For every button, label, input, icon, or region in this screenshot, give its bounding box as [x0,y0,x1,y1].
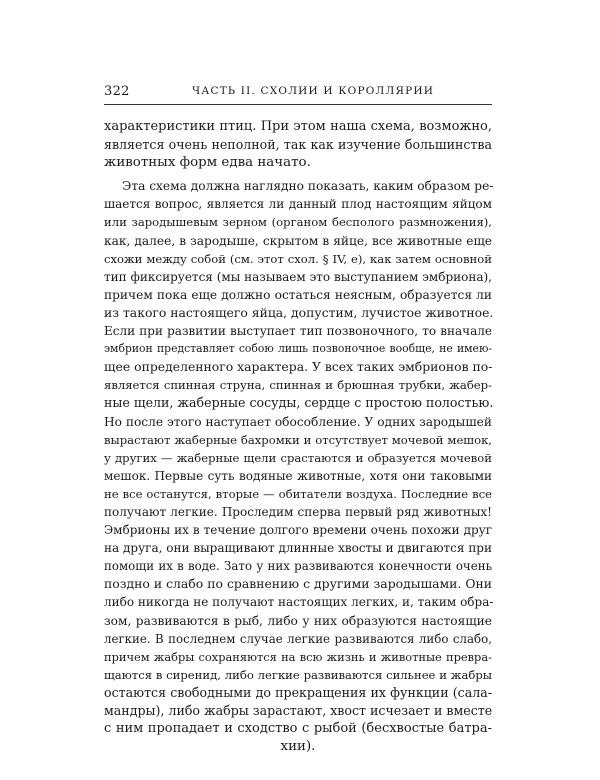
text-line: Эмбрионы их в течение долгого времени очень похожи друг [104,523,492,538]
text-line: щаются в сиренид, либо легкие развиваются сильнее и жабры [104,667,492,682]
header-rule [104,104,492,105]
text-line: помощи их в воде. Зато у них развиваются конечности очень [104,559,492,574]
text-line: на друга, они выращивают длинные хвосты и двигаются при [104,541,492,556]
text-line: причем жабры сохраняются на всю жизнь и животные превра- [104,649,492,664]
text-line: мандры), либо жабры зарастают, хвост исчезает и вместе [104,703,493,718]
text-line: является очень неполной, так как изучение большинства [104,137,492,153]
text-line: легкие. В последнем случае легкие развиваются либо слабо, [104,631,492,646]
text-line: получают легкие. Проследим сперва первый ряд животных! [104,504,492,519]
text-line: причем пока еще должно остаться неясным, образуется ли [104,287,492,302]
text-line: Но после этого наступает обособление. У одних зародышей [104,414,492,429]
text-line: или зародышевым зерном (органом бесполого размножения), [104,215,492,230]
text-line: у других — жаберные щели срастаются и образуется мочевой [104,450,492,465]
body-text [104,118,492,756]
text-line: поздно и слабо по сравнению с другими зародышами. Они [104,576,492,592]
text-line: из такого настоящего яйца, допустим, лучистое животное. [104,304,494,320]
paragraph-1 [104,118,492,172]
text-line: вырастают жаберные бахромки и отсутствует мочевой мешок, [104,432,492,447]
text-line: остаются свободными до прекращения их функции (сала- [104,684,492,700]
text-line: ные щели, жаберные сосуды, сердце с простою полостью. [104,395,494,411]
text-line: как, далее, в зародыше, скрытом в яйце, все животные еще [104,233,492,248]
text-line: схожи между собой (см. этот схол. § IV, е), как затем основной [104,251,492,266]
page-number: 322 [104,84,130,99]
text-line: щее определенного характера. У всех таких эмбрионов по- [104,359,493,375]
text-line: характеристики птиц. При этом наша схема, возможно, [104,119,492,134]
text-line: зом, развиваются в рыб, либо у них образуются настоящие [104,613,492,628]
text-line: тип фиксируется (мы называем это выступанием эмбриона), [104,269,492,284]
text-line: Если при развитии выступает тип позвоночного, то вначале [104,324,492,339]
text-line: мешок. Первые суть водяные животные, хотя они таковыми [104,468,492,483]
text-line: животных форм едва начато. [104,155,311,171]
text-line: Эта схема должна наглядно показать, каким образом ре- [122,179,494,194]
text-line: не все останутся, вторые — обитатели воздуха. Последние все [104,486,492,501]
text-line: является спинная струна, спинная и брюшная трубки, жабер- [104,378,492,393]
paragraph-2 [104,177,492,756]
text-line: либо никогда не получают настоящих легких, и, таким обра- [104,595,494,610]
page-header [104,84,492,104]
text-line: шается вопрос, является ли данный плод настоящим яйцом [104,197,492,212]
running-head: ЧАСТЬ II. СХОЛИИ И КОРОЛЛЯРИИ [192,85,435,97]
text-line: эмбрион представляет собою лишь позвоночное вообще, не имею- [104,342,492,356]
text-line: с ним пропадает и сходство с рыбой (бесхвостые батра- [104,721,492,737]
text-line: хии). [280,739,316,755]
